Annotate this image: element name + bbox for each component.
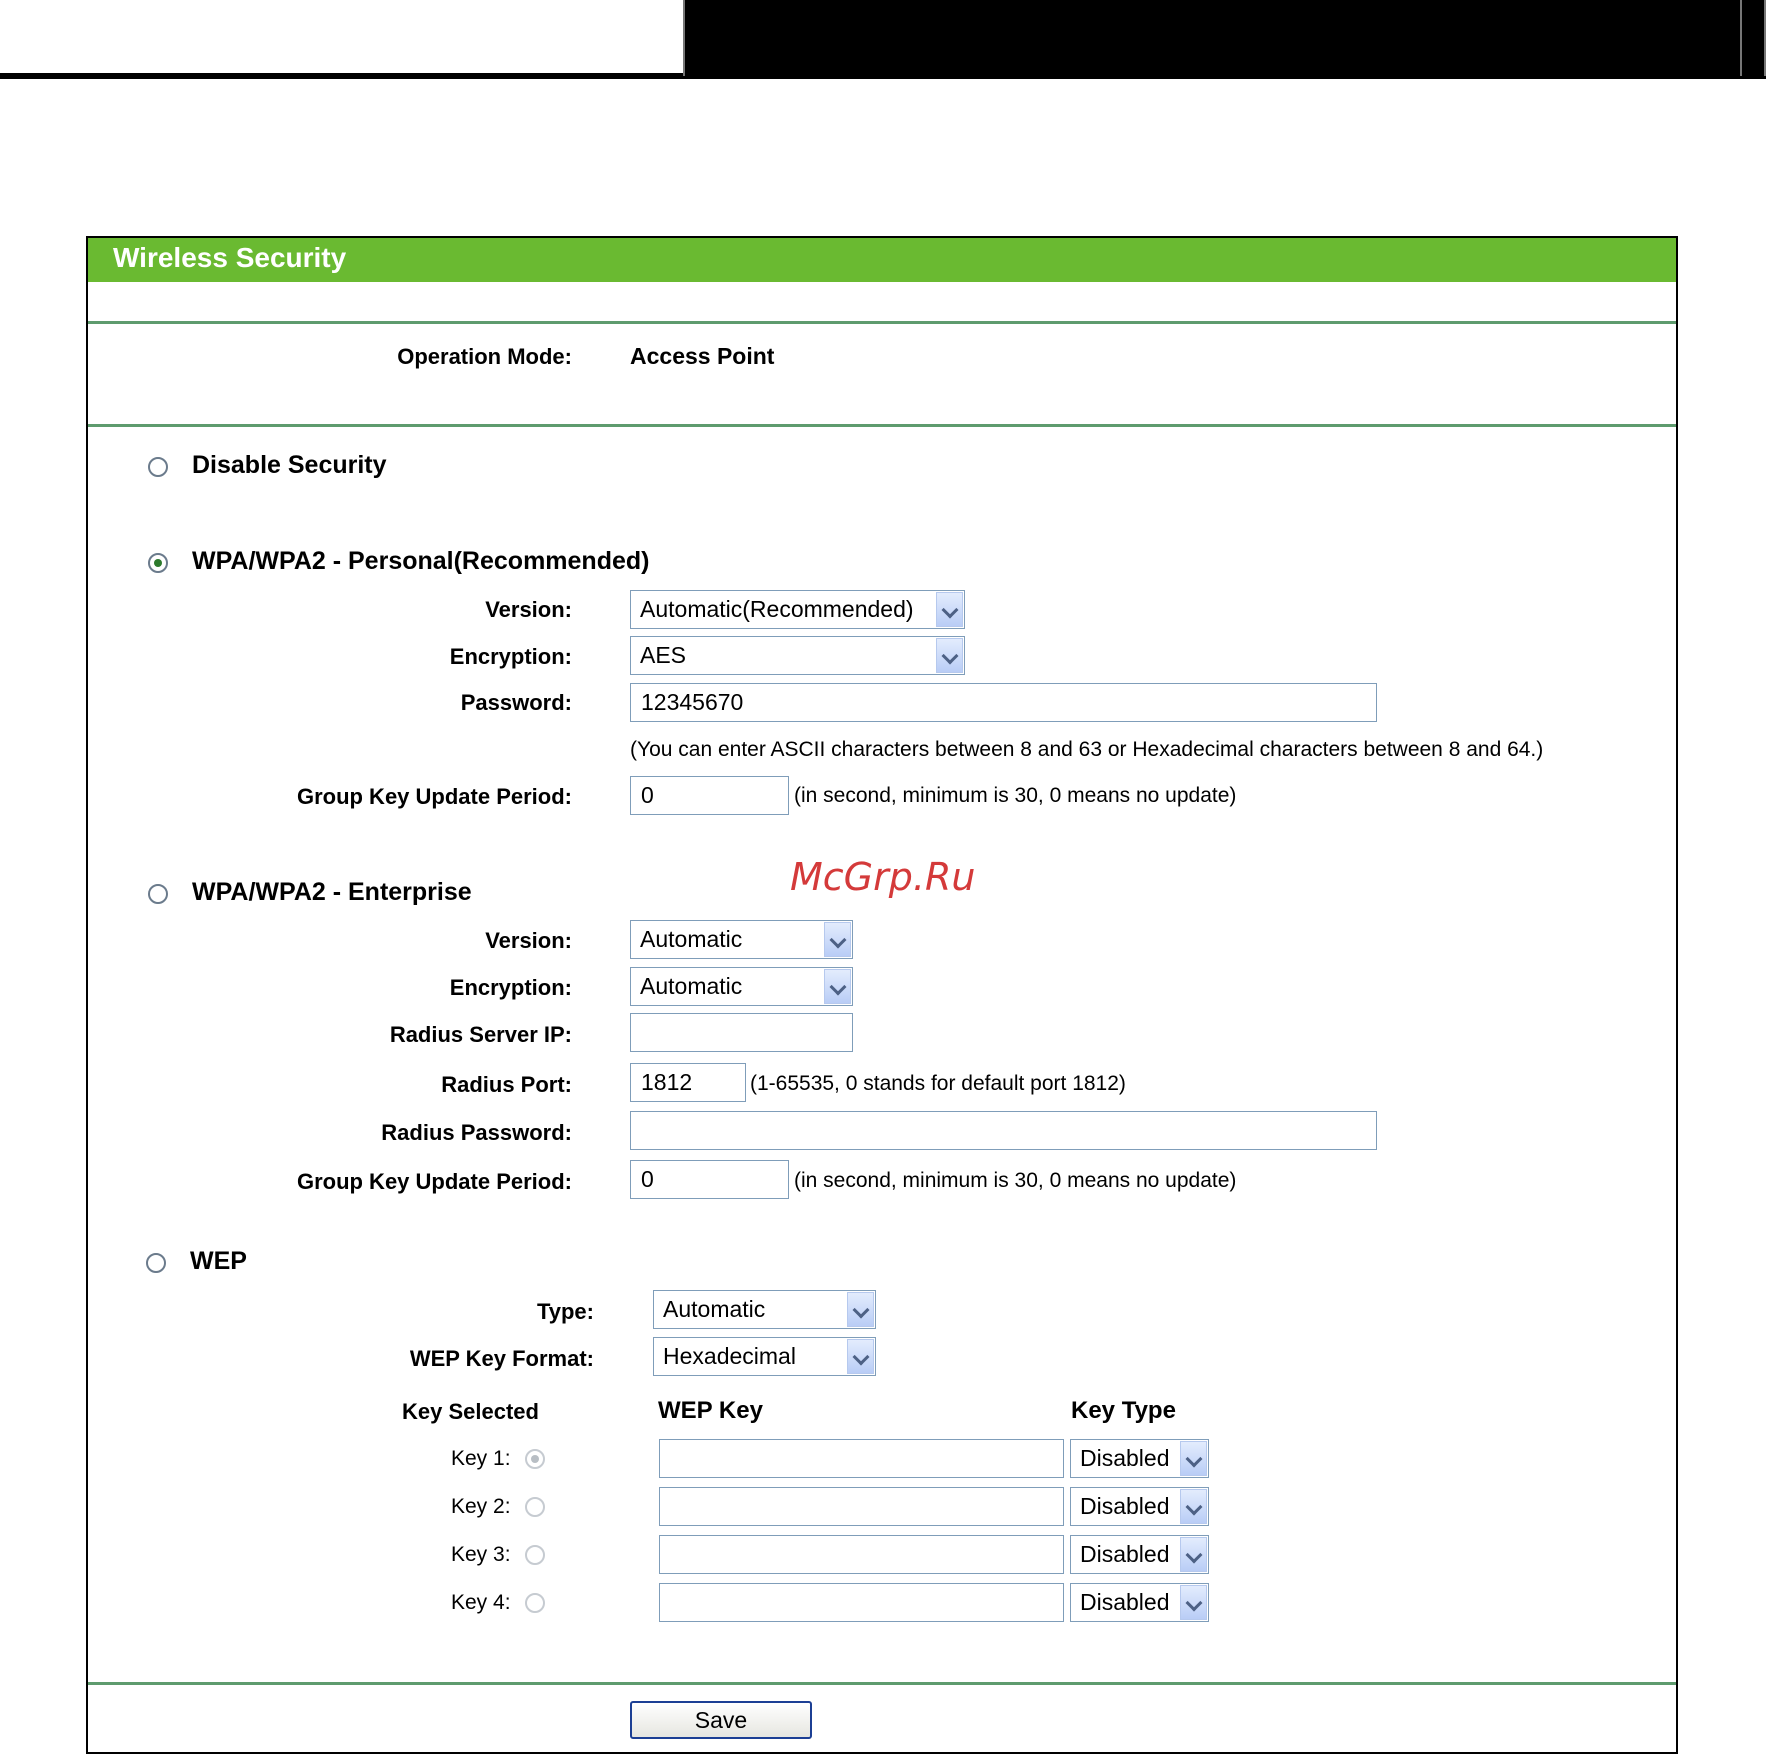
key-3-type-value: Disabled [1080, 1541, 1170, 1567]
key-2-input[interactable] [659, 1487, 1064, 1526]
col-key-selected: Key Selected [402, 1399, 539, 1424]
personal-encryption-label: Encryption: [449, 644, 572, 669]
personal-password-input[interactable] [630, 683, 1377, 722]
radius-ip-label: Radius Server IP: [389, 1022, 572, 1047]
key-4-label: Key 4: [451, 1591, 511, 1614]
key-1-type-value: Disabled [1080, 1445, 1170, 1471]
radius-port-value: 1812 [641, 1069, 693, 1095]
header-bar-right-edge [1740, 0, 1766, 76]
key-4-type-value: Disabled [1080, 1589, 1170, 1615]
key-1-label: Key 1: [451, 1447, 511, 1470]
enterprise-version-label: Version: [485, 928, 572, 953]
wpa-personal-label: WPA/WPA2 - Personal(Recommended) [192, 547, 650, 575]
key-1-radio[interactable] [525, 1449, 545, 1469]
col-key-type: Key Type [1071, 1397, 1176, 1424]
key-4-input[interactable] [659, 1583, 1064, 1622]
personal-encryption-select[interactable] [630, 636, 965, 675]
personal-password-hint: (You can enter ASCII characters between 8 and 63 or Hexadecimal characters between 8 and 64.) [630, 738, 1544, 761]
header-bar-left-edge [683, 0, 707, 76]
divider-mode [88, 424, 1676, 427]
wep-radio[interactable] [146, 1253, 166, 1273]
wep-label: WEP [190, 1247, 247, 1275]
save-button[interactable]: Save [630, 1701, 812, 1739]
enterprise-encryption-select[interactable] [630, 967, 853, 1006]
radius-port-label: Radius Port: [441, 1072, 572, 1097]
enterprise-encryption-label: Encryption: [449, 975, 572, 1000]
enterprise-group-key-hint: (in second, minimum is 30, 0 means no update) [794, 1169, 1237, 1192]
key-2-label: Key 2: [451, 1495, 511, 1518]
personal-group-key-hint: (in second, minimum is 30, 0 means no update) [794, 784, 1237, 807]
chevron-down-icon [936, 638, 963, 673]
operation-mode-value: Access Point [630, 343, 775, 369]
key-3-type-select[interactable] [1070, 1535, 1209, 1574]
chevron-down-icon [1180, 1537, 1207, 1572]
wep-format-value: Hexadecimal [663, 1343, 796, 1369]
panel-title-bar [88, 238, 1676, 282]
chevron-down-icon [824, 969, 851, 1004]
chevron-down-icon [824, 922, 851, 957]
divider-bottom [88, 1682, 1676, 1685]
key-3-label: Key 3: [451, 1543, 511, 1566]
chevron-down-icon [1180, 1489, 1207, 1524]
wep-format-label: WEP Key Format: [409, 1346, 594, 1371]
key-2-radio[interactable] [525, 1497, 545, 1517]
wep-type-label: Type: [536, 1299, 594, 1324]
key-1-type-select[interactable] [1070, 1439, 1209, 1478]
divider-top [88, 321, 1676, 324]
key-3-radio[interactable] [525, 1545, 545, 1565]
personal-password-label: Password: [460, 690, 572, 715]
radius-port-input[interactable] [630, 1063, 746, 1102]
personal-version-label: Version: [485, 597, 572, 622]
enterprise-group-key-label: Group Key Update Period: [296, 1169, 572, 1194]
wpa-personal-radio[interactable] [148, 553, 168, 573]
key-4-radio[interactable] [525, 1593, 545, 1613]
radius-ip-input[interactable] [630, 1013, 853, 1052]
enterprise-version-value: Automatic [640, 926, 743, 952]
wpa-enterprise-radio[interactable] [148, 884, 168, 904]
enterprise-group-key-input[interactable] [630, 1160, 789, 1199]
key-4-type-select[interactable] [1070, 1583, 1209, 1622]
key-1-input[interactable] [659, 1439, 1064, 1478]
chevron-down-icon [1180, 1585, 1207, 1620]
wpa-enterprise-label: WPA/WPA2 - Enterprise [192, 878, 472, 906]
key-2-type-value: Disabled [1080, 1493, 1170, 1519]
disable-security-label: Disable Security [192, 451, 387, 479]
radius-password-input[interactable] [630, 1111, 1377, 1150]
chevron-down-icon [847, 1292, 874, 1327]
wep-type-select[interactable] [653, 1290, 876, 1329]
disable-security-radio[interactable] [148, 457, 168, 477]
header-black-bar [685, 0, 1766, 79]
chevron-down-icon [847, 1339, 874, 1374]
radius-password-label: Radius Password: [381, 1120, 572, 1145]
watermark: McGrp.Ru [790, 855, 976, 899]
chevron-down-icon [936, 592, 963, 627]
radius-port-hint: (1-65535, 0 stands for default port 1812) [750, 1072, 1126, 1095]
personal-version-select[interactable] [630, 590, 965, 629]
personal-group-key-value: 0 [641, 782, 654, 808]
enterprise-group-key-value: 0 [641, 1166, 654, 1192]
wep-type-value: Automatic [663, 1296, 766, 1322]
key-2-type-select[interactable] [1070, 1487, 1209, 1526]
col-wep-key: WEP Key [658, 1397, 763, 1424]
operation-mode-label: Operation Mode: [397, 344, 572, 369]
personal-password-value: 12345670 [641, 689, 744, 715]
enterprise-version-select[interactable] [630, 920, 853, 959]
panel-title: Wireless Security [113, 242, 347, 273]
personal-version-value: Automatic(Recommended) [640, 596, 914, 622]
key-3-input[interactable] [659, 1535, 1064, 1574]
wep-format-select[interactable] [653, 1337, 876, 1376]
personal-group-key-input[interactable] [630, 776, 789, 815]
enterprise-encryption-value: Automatic [640, 973, 743, 999]
personal-group-key-label: Group Key Update Period: [296, 784, 572, 809]
personal-encryption-value: AES [640, 642, 687, 668]
chevron-down-icon [1180, 1441, 1207, 1476]
